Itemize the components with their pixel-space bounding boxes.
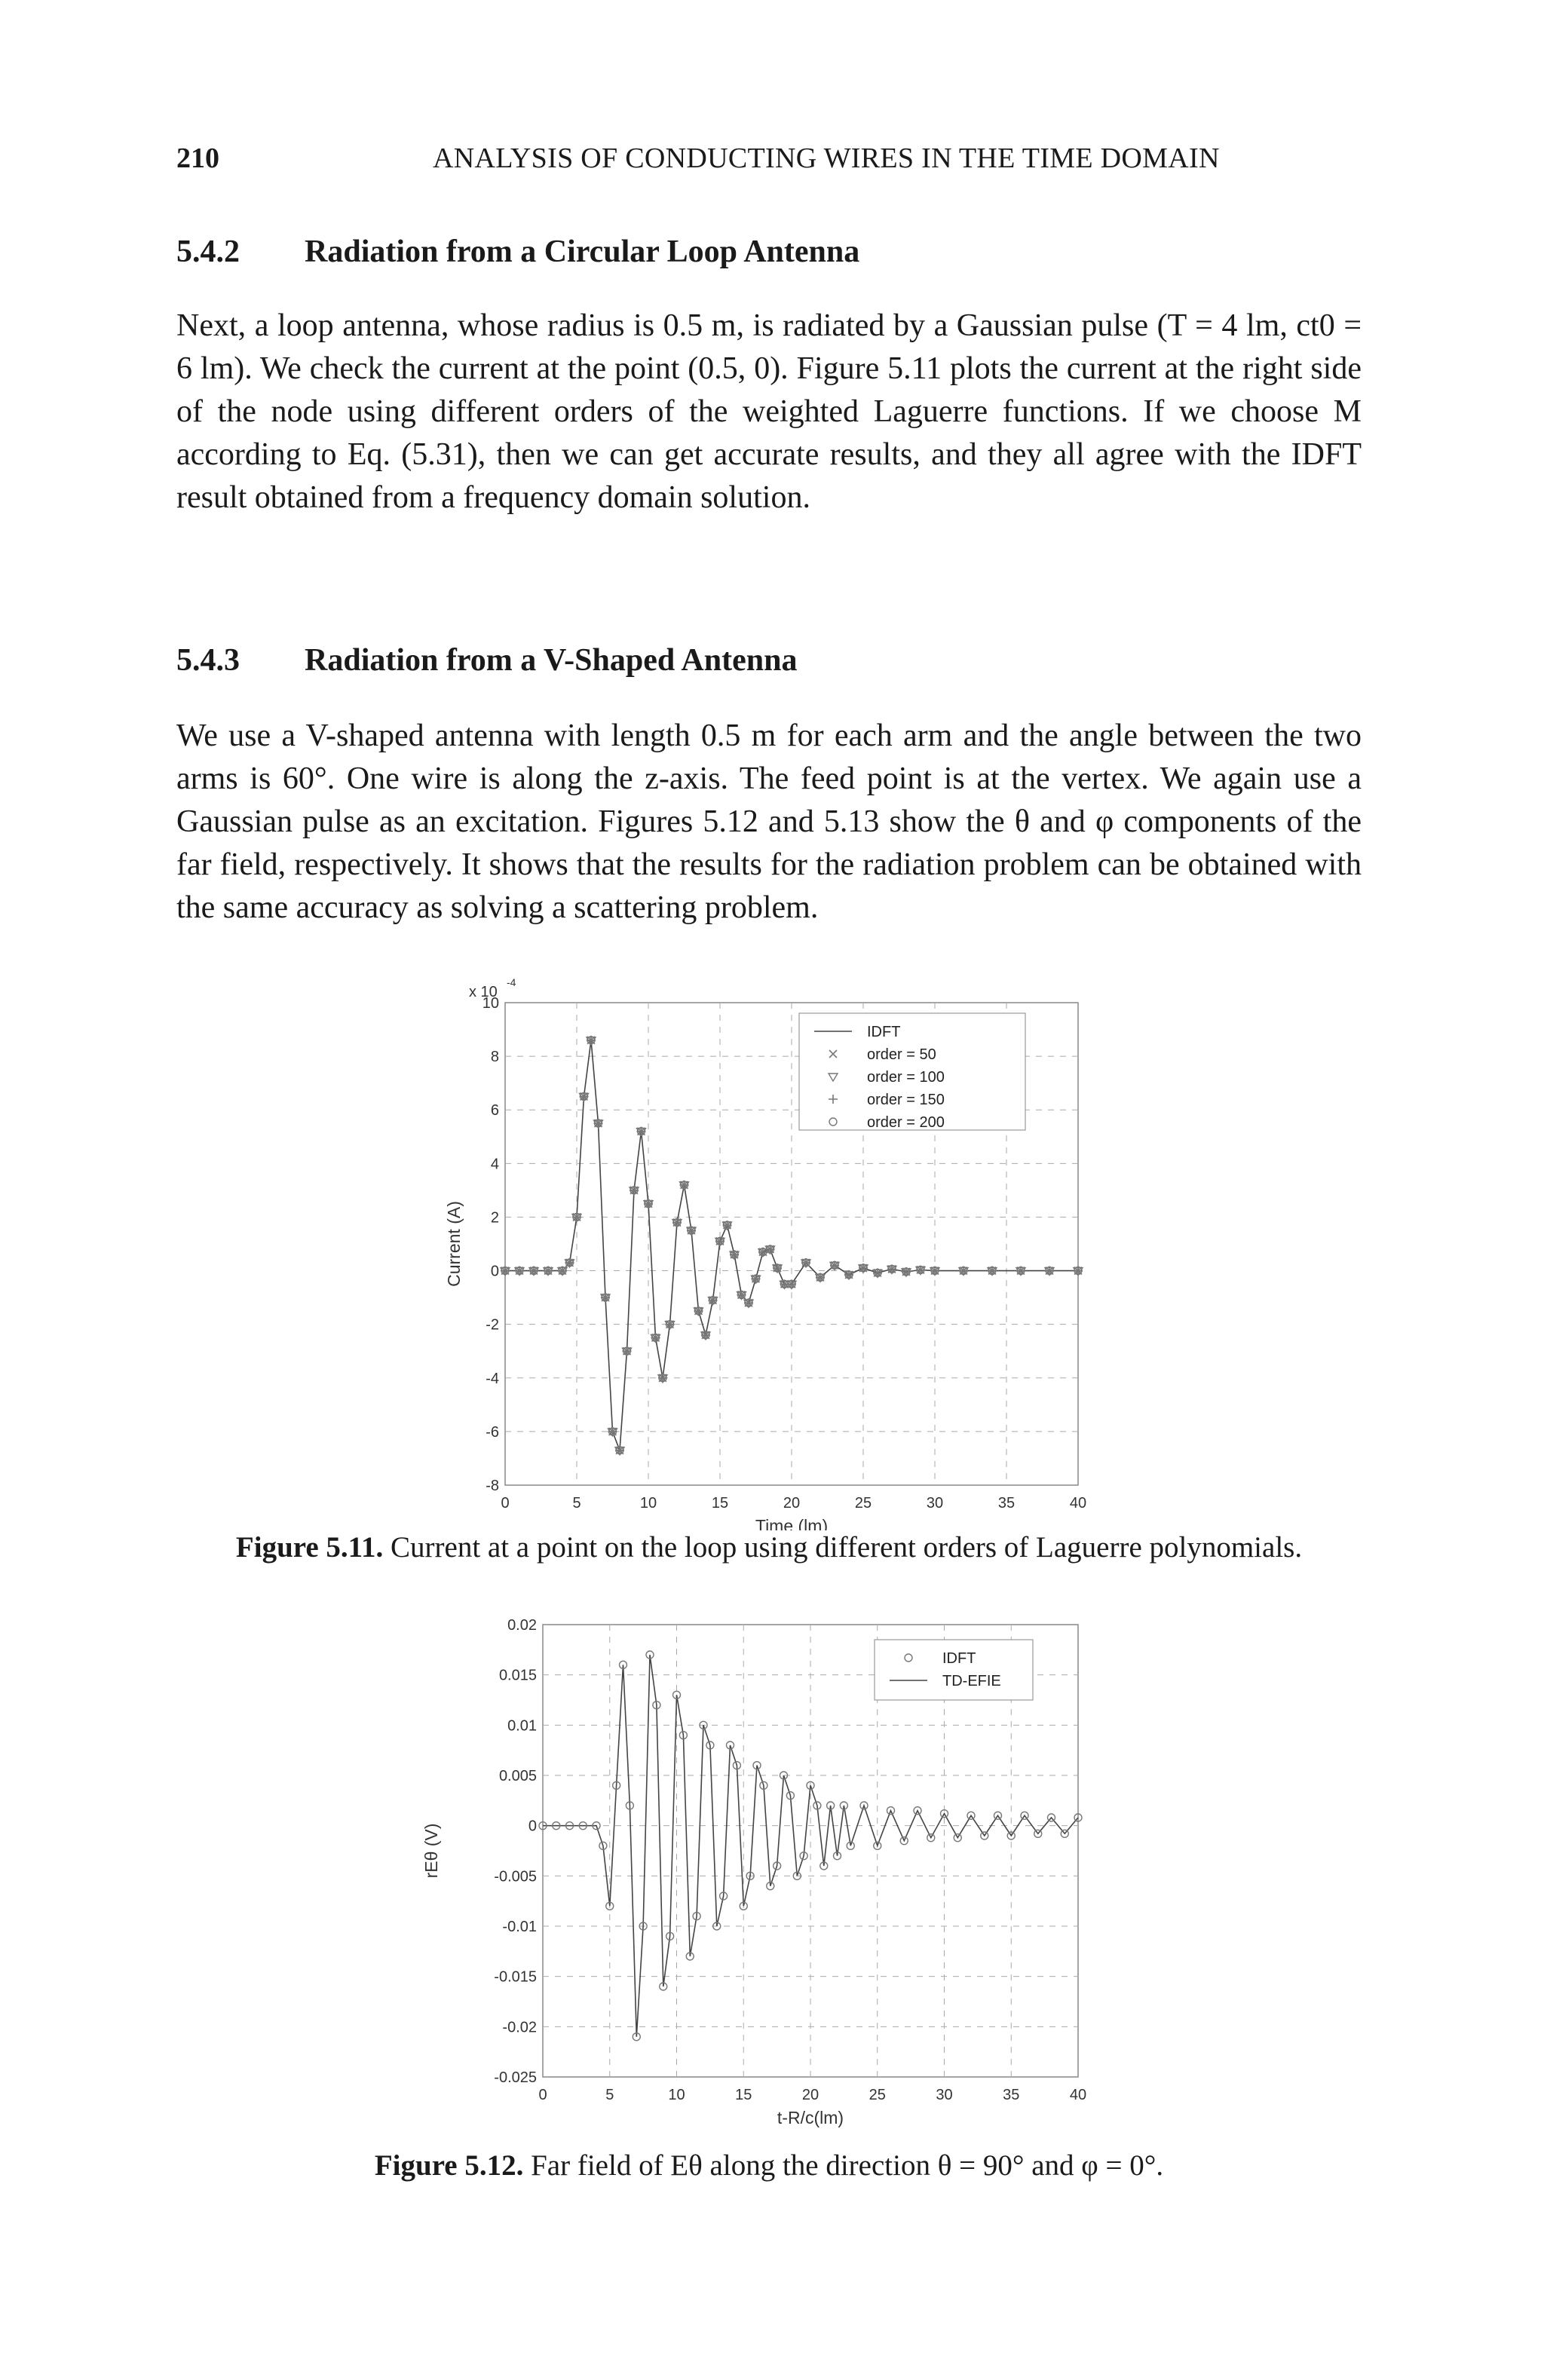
- paragraph-text: We use a V-shaped antenna with length 0.5 m for each arm and the angle between the two arms is 60°. One wire is along the z-axis. The feed point is at the vertex. We again use a Gaussian pulse as an excitation. Figures 5.12 and 5.13 show the θ and φ components of the far field, respectively. It shows that the results for the radiation problem can be obtained with the same accuracy as solving a scattering problem.: [176, 718, 1362, 925]
- x-tick-label: 20: [801, 2087, 819, 2103]
- y-axis-label: Current (A): [444, 1201, 464, 1287]
- x-tick-label: 0: [501, 1495, 510, 1512]
- x-tick-label: 30: [936, 2087, 953, 2103]
- x-tick-label: 25: [854, 1495, 872, 1512]
- y-tick-label: -4: [486, 1370, 499, 1387]
- y-tick-label: 0.005: [498, 1768, 537, 1784]
- y-tick-label: 6: [490, 1102, 499, 1120]
- y-scale-exponent: -4: [507, 976, 516, 988]
- section-number: 5.4.2: [176, 234, 240, 269]
- figure-511-caption: [176, 1530, 1362, 1564]
- figure-512-caption: [176, 2149, 1362, 2182]
- figure-512-chart: [392, 1602, 1146, 2160]
- y-scale-factor: x 10: [469, 984, 498, 1000]
- x-tick-label: 10: [668, 2087, 685, 2103]
- section-number: 5.4.3: [176, 643, 240, 678]
- y-tick-label: -0.005: [494, 1868, 537, 1885]
- caption-label: Figure 5.12.: [374, 2149, 524, 2182]
- running-header: [176, 142, 1362, 179]
- x-tick-label: 15: [735, 2087, 752, 2103]
- y-axis-label: rEθ (V): [421, 1823, 441, 1879]
- y-tick-label: -8: [486, 1478, 499, 1494]
- legend-entry: order = 150: [867, 1092, 945, 1108]
- legend-entry: TD-EFIE: [942, 1673, 1001, 1689]
- y-tick-label: -2: [486, 1316, 499, 1334]
- figure-512: [392, 1602, 1146, 2164]
- caption-text: Current at a point on the loop using different orders of Laguerre polynomials.: [391, 1531, 1303, 1564]
- paragraph-text: Next, a loop antenna, whose radius is 0.5 m, is radiated by a Gaussian pulse (T = 4 lm, ct0 = 6 lm). We check the current at the point (0.5, 0). Figure 5.11 plots the current at the right side of the node using different orders of the weighted Laguerre functions. If we choose M according to Eq. (5.31), then we can get accurate results, and they all agree with the IDFT result obtained from a frequency domain solution.: [176, 308, 1362, 515]
- y-tick-label: 2: [490, 1209, 499, 1227]
- section-542-paragraph: [176, 305, 1362, 519]
- y-tick-label: 0.02: [507, 1617, 537, 1634]
- figure-511-chart: [422, 973, 1146, 1530]
- x-tick-label: 20: [783, 1495, 801, 1512]
- section-title: Radiation from a Circular Loop Antenna: [305, 234, 860, 269]
- section-543-heading: [176, 642, 240, 678]
- x-tick-label: 40: [1069, 1495, 1087, 1512]
- x-axis-label: t-R/c(lm): [777, 2108, 844, 2127]
- y-tick-label: 0: [528, 1818, 537, 1835]
- x-tick-label: 25: [868, 2087, 886, 2103]
- y-tick-label: -6: [486, 1423, 499, 1441]
- caption-label: Figure 5.11.: [235, 1531, 384, 1564]
- y-tick-label: -0.01: [502, 1919, 537, 1935]
- legend-entry: IDFT: [867, 1024, 901, 1040]
- section-542-title-wrap: [305, 234, 859, 270]
- legend-box: [875, 1640, 1033, 1700]
- x-tick-label: 35: [1003, 2087, 1020, 2103]
- x-tick-label: 5: [572, 1495, 581, 1512]
- section-542-heading: [176, 234, 240, 270]
- legend-entry: order = 200: [867, 1114, 945, 1131]
- x-axis-label: Time (lm): [755, 1516, 829, 1530]
- y-tick-label: -0.025: [494, 2069, 537, 2086]
- x-tick-label: 40: [1069, 2087, 1087, 2103]
- section-543-paragraph: [176, 715, 1362, 930]
- legend-entry: IDFT: [942, 1650, 976, 1667]
- x-tick-label: 30: [926, 1495, 944, 1512]
- y-tick-label: 0.01: [507, 1717, 537, 1735]
- y-tick-label: 0.015: [498, 1667, 537, 1684]
- legend-entry: order = 50: [867, 1046, 936, 1063]
- section-title: Radiation from a V-Shaped Antenna: [305, 643, 798, 678]
- x-tick-label: 35: [997, 1495, 1016, 1512]
- section-543-title-wrap: [305, 642, 797, 678]
- caption-text: Far field of Eθ along the direction θ = 90° and φ = 0°.: [531, 2149, 1164, 2182]
- figure-511: [422, 973, 1146, 1534]
- legend-entry: order = 100: [867, 1069, 945, 1086]
- x-tick-label: 10: [639, 1495, 657, 1512]
- page-number: 210: [176, 142, 219, 174]
- y-tick-label: 8: [490, 1049, 499, 1066]
- x-tick-label: 5: [605, 2087, 614, 2103]
- y-tick-label: 10: [482, 995, 499, 1012]
- x-tick-label: 15: [711, 1495, 729, 1512]
- y-tick-label: 4: [490, 1156, 499, 1173]
- x-tick-label: 0: [538, 2087, 547, 2103]
- running-head-title: ANALYSIS OF CONDUCTING WIRES IN THE TIME DOMAIN: [433, 142, 1220, 174]
- y-tick-label: -0.02: [502, 2019, 537, 2036]
- y-tick-label: 0: [490, 1263, 499, 1280]
- y-tick-label: -0.015: [494, 1968, 537, 1986]
